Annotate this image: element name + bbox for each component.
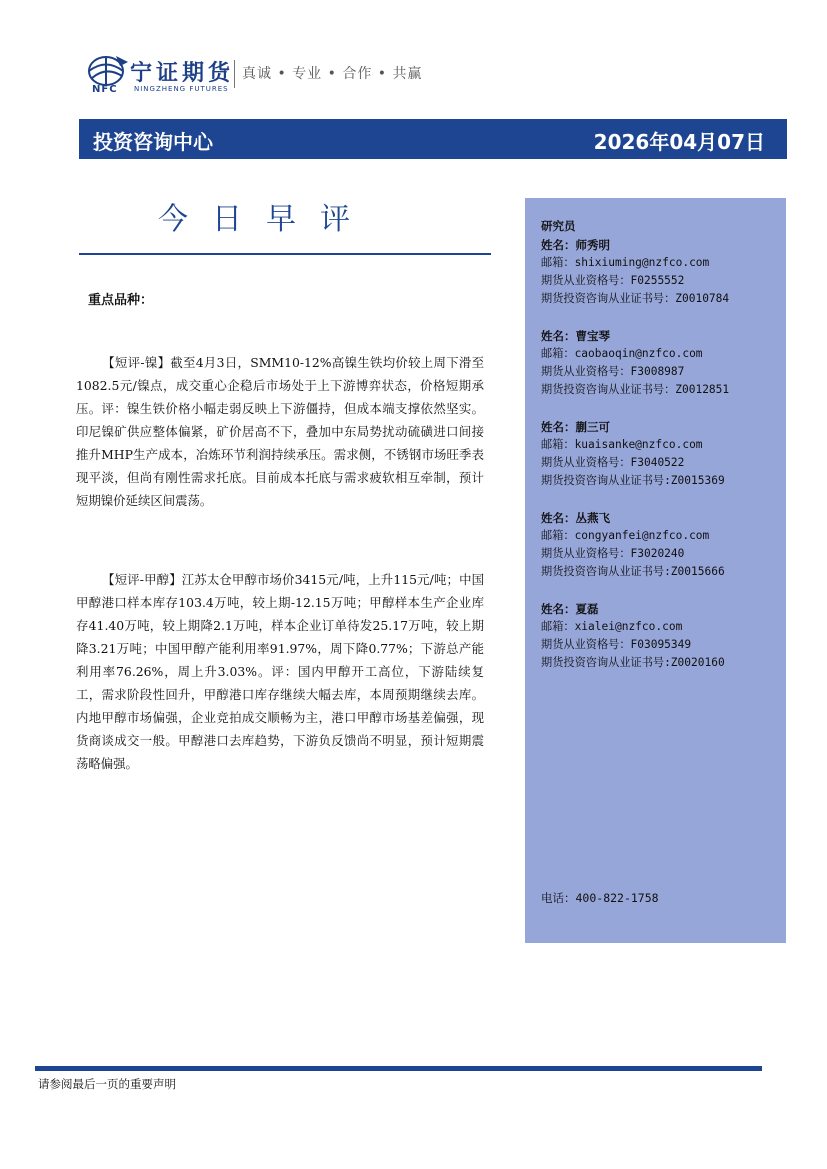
footer-divider: [35, 1066, 762, 1071]
analyst-name: 姓名：蒯三可: [541, 420, 610, 434]
analyst-advisory-license: 期货投资咨询从业证书号：Z0012851: [541, 383, 730, 396]
analyst-name: 姓名：夏磊: [541, 602, 599, 616]
department-name: 投资咨询中心: [93, 130, 213, 154]
analyst-license: 期货从业资格号：F3040522: [541, 456, 685, 469]
header-banner: [79, 119, 787, 159]
logo-divider: [234, 60, 235, 88]
analyst-email: 邮箱：shixiuming@nzfco.com: [541, 256, 710, 269]
company-slogan: 真诚 • 专业 • 合作 • 共赢: [242, 66, 423, 82]
report-date: 2026年04月07日: [593, 130, 765, 154]
contact-phone: 电话：400-822-1758: [541, 891, 659, 905]
paragraph-text: 【短评-镍】截至4月3日，SMM10-12%高镍生铁均价较上周下滑至1082.5元/镍点，成交重心企稳后市场处于上下游博弈状态，价格短期承压。评：镍生铁价格小幅走弱反映上下游僵持，但成本端支撑依然坚实。印尼镍矿供应整体偏紧，矿价居高不下，叠加中东局势扰动硫磺进口间接推升MHP生产成本，冶炼环节利润持续承压。需求侧，不锈钢市场旺季表现平淡，但尚有刚性需求托底。目前成本托底与需求疲软相互牵制，预计短期镍价延续区间震荡。: [76, 355, 484, 508]
analyst-name: 姓名：丛燕飞: [541, 511, 610, 525]
analyst-card: [539, 418, 784, 490]
analyst-email: 邮箱：caobaoqin@nzfco.com: [541, 347, 703, 360]
analyst-email: 邮箱：congyanfei@nzfco.com: [541, 529, 710, 542]
commentary-paragraph-nickel: [76, 351, 484, 512]
analyst-email: 邮箱：xialei@nzfco.com: [541, 620, 683, 633]
analyst-sidebar: [525, 198, 786, 943]
analyst-name: 姓名：曹宝琴: [541, 329, 610, 343]
analyst-license: 期货从业资格号：F3008987: [541, 365, 685, 378]
analyst-advisory-license: 期货投资咨询从业证书号:Z0015666: [541, 565, 725, 578]
analyst-email: 邮箱：kuaisanke@nzfco.com: [541, 438, 703, 451]
analyst-license: 期货从业资格号：F0255552: [541, 274, 685, 287]
page-title: 今日早评: [158, 202, 374, 237]
logo-company-name: 宁证期货: [130, 61, 235, 86]
logo-nfc-text: NFC: [92, 84, 118, 95]
analyst-card: [539, 236, 784, 308]
section-heading: 重点品种：: [88, 293, 154, 308]
analyst-license: 期货从业资格号：F03095349: [541, 638, 692, 651]
company-logo: [86, 54, 466, 100]
analyst-license: 期货从业资格号：F3020240: [541, 547, 685, 560]
analyst-card: [539, 600, 784, 672]
logo-english-name: NINGZHENG FUTURES: [134, 85, 229, 93]
title-divider: [79, 253, 491, 255]
analyst-advisory-license: 期货投资咨询从业证书号：Z0010784: [541, 292, 730, 305]
analyst-name: 姓名：师秀明: [541, 238, 610, 252]
analyst-advisory-license: 期货投资咨询从业证书号:Z0015369: [541, 474, 725, 487]
analyst-card: [539, 327, 784, 399]
sidebar-heading: 研究员: [541, 219, 576, 233]
commentary-paragraph-methanol: [76, 568, 484, 775]
analyst-card: [539, 509, 784, 581]
disclaimer-note: 请参阅最后一页的重要声明: [38, 1077, 176, 1091]
analyst-advisory-license: 期货投资咨询从业证书号:Z0020160: [541, 656, 725, 669]
paragraph-text: 【短评-甲醇】江苏太仓甲醇市场价3415元/吨，上升115元/吨；中国甲醇港口样本库存103.4万吨，较上期-12.15万吨；甲醇样本生产企业库存41.40万吨，较上期降2.1万吨，样本企业订单待发25.17万吨，较上期降3.21万吨；中国甲醇产能利用率91.97%，周下降0.77%；下游总产能利用率76.26%，周上升3.03%。评：国内甲醇开工高位，下游陆续复工，需求阶段性回升，甲醇港口库存继续大幅去库，本周预期继续去库。内地甲醇市场偏强，企业竞拍成交顺畅为主，港口甲醇市场基差偏强，现货商谈成交一般。甲醇港口去库趋势，下游负反馈尚不明显，预计短期震荡略偏强。: [76, 572, 484, 771]
